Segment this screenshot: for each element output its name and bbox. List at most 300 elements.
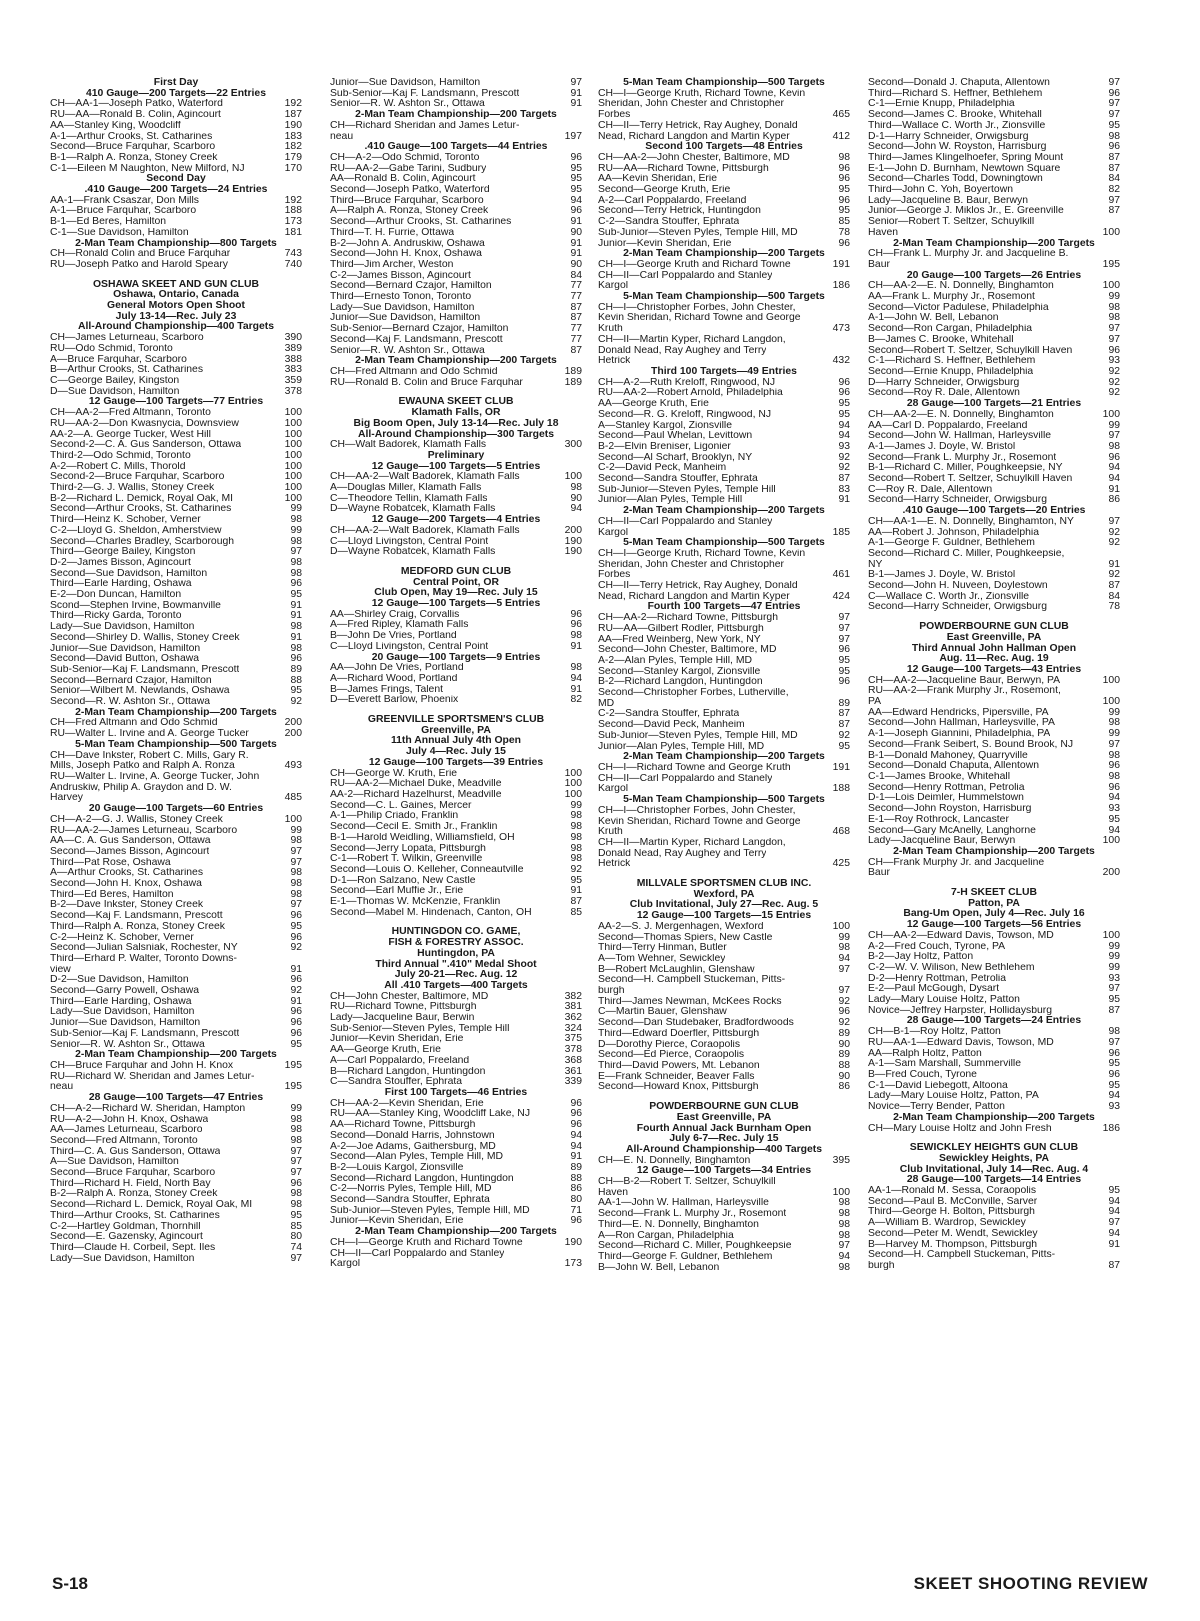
result-score: 378	[284, 385, 302, 397]
event-heading: Sewickley Heights, PA	[938, 1152, 1050, 1164]
result-line	[330, 1045, 582, 1056]
result-score: 89	[838, 697, 850, 709]
result-entrant: Third—George Bailey, Kingston	[50, 547, 196, 558]
result-score: 96	[290, 1006, 302, 1018]
result-entrant: Second—E. Gazensky, Agincourt	[50, 1232, 203, 1243]
result-score: 77	[570, 333, 582, 345]
event-section	[330, 1088, 582, 1227]
result-entrant: RU—Richard W. Sheridan and James Letur-	[50, 1071, 255, 1082]
result-entrant: Third—David Powers, Mt. Lebanon	[598, 1060, 760, 1071]
result-entrant: B-2—John A. Andruskiw, Oshawa	[330, 238, 485, 249]
result-score: 99	[1108, 291, 1120, 303]
result-line	[598, 774, 850, 785]
result-score: 100	[564, 789, 582, 800]
page-number: S-18	[52, 1574, 88, 1593]
result-score: 100	[564, 778, 582, 790]
result-line	[598, 324, 850, 335]
event-heading: Big Boom Open, July 13-14—Rec. July 18	[353, 417, 559, 429]
result-line	[330, 620, 582, 631]
result-score: 381	[564, 1001, 582, 1013]
event-section	[598, 538, 850, 602]
result-line	[868, 686, 1120, 697]
result-line	[598, 922, 850, 933]
event-heading: 12 Gauge—200 Targets—4 Entries	[371, 514, 541, 526]
result-score: 95	[1108, 1058, 1120, 1070]
club-section	[330, 567, 582, 653]
result-line	[50, 333, 302, 344]
result-entrant: CH—AA-2—Walt Badorek, Klamath Falls	[330, 525, 520, 536]
result-entrant: A-1—John W. Bell, Lebanon	[868, 313, 999, 324]
result-entrant: Lady—Sue Davidson, Hamilton	[330, 302, 475, 313]
result-line	[868, 549, 1120, 560]
result-entrant: C-2—W. V. Wilison, New Bethlehem	[868, 962, 1035, 973]
result-entrant: view	[50, 964, 71, 975]
event-section	[598, 78, 850, 142]
result-line	[50, 590, 302, 601]
result-entrant: Donald Nead, Ray Aughey and Terry	[598, 345, 767, 356]
result-line	[598, 731, 850, 742]
result-line	[330, 1238, 582, 1249]
result-line	[50, 1168, 302, 1179]
event-heading: Fourth Annual Jack Burnham Open	[636, 1122, 812, 1134]
result-line	[598, 228, 850, 239]
result-line	[598, 1263, 850, 1274]
event-heading: Third Annual John Hallman Open	[911, 642, 1077, 654]
result-score: 190	[564, 535, 582, 547]
result-score: 100	[1102, 226, 1120, 238]
result-score: 97	[290, 845, 302, 857]
result-entrant: B-1—Donald Mahoney, Quarryville	[868, 750, 1028, 761]
event-heading: Greenville, PA	[421, 724, 491, 736]
result-score: 98	[570, 842, 582, 854]
result-entrant: A—Douglas Miller, Klamath Falls	[330, 483, 482, 494]
result-entrant: B—James Frings, Talent	[330, 684, 443, 695]
result-line	[868, 217, 1120, 228]
result-line	[868, 410, 1120, 421]
result-entrant: Second—Sue Davidson, Hamilton	[50, 568, 208, 579]
result-line	[330, 292, 582, 303]
result-line	[598, 303, 850, 314]
event-heading: 2-Man Team Championship—200 Targets	[355, 355, 557, 367]
result-line	[50, 933, 302, 944]
result-score: 96	[570, 1119, 582, 1131]
result-entrant: CH—AA-2—E. N. Donnelly, Binghamton	[868, 281, 1054, 292]
result-entrant: CH—A-2—Odo Schmid, Toronto	[330, 152, 480, 163]
result-line	[868, 185, 1120, 196]
result-score: 74	[290, 1241, 302, 1253]
result-line	[868, 538, 1120, 549]
result-score: 200	[564, 524, 582, 536]
result-score: 188	[284, 205, 302, 217]
column-4	[868, 78, 1120, 1272]
result-line	[598, 613, 850, 624]
result-line	[868, 89, 1120, 100]
result-score: 98	[570, 810, 582, 822]
result-entrant: Third—Ernesto Tonon, Toronto	[330, 292, 472, 303]
result-score: 94	[570, 194, 582, 206]
result-line	[50, 954, 302, 965]
club-section	[868, 622, 1120, 847]
result-score: 99	[290, 1102, 302, 1114]
result-line	[50, 900, 302, 911]
result-line	[50, 847, 302, 858]
result-line	[330, 1056, 582, 1067]
result-line	[330, 674, 582, 685]
result-entrant: C-1—Richard S. Heffner, Bethlehem	[868, 356, 1036, 367]
result-line	[330, 1099, 582, 1110]
result-line	[50, 644, 302, 655]
result-line	[598, 99, 850, 110]
event-section	[868, 1113, 1120, 1134]
result-entrant: CH—Frank L. Murphy Jr. and Jacqueline B.	[868, 249, 1069, 260]
club-section	[330, 927, 582, 1088]
result-score: 378	[564, 1044, 582, 1056]
result-entrant: Kargol	[598, 784, 629, 795]
result-score: 92	[838, 451, 850, 463]
result-entrant: C-2—Norris Pyles, Temple Hill, MD	[330, 1184, 492, 1195]
result-line	[868, 1261, 1120, 1272]
result-line	[598, 110, 850, 121]
result-line	[50, 451, 302, 462]
result-score: 98	[838, 151, 850, 163]
result-score: 100	[284, 471, 302, 483]
result-entrant: Senior—R. W. Ashton Sr., Ottawa	[330, 99, 485, 110]
result-entrant: CH—James Leturneau, Scarboro	[50, 333, 204, 344]
result-entrant: Lady—Sue Davidson, Hamilton	[50, 1007, 195, 1018]
result-line	[598, 196, 850, 207]
result-entrant: AA—George Kruth, Erie	[598, 399, 709, 410]
result-line	[50, 975, 302, 986]
result-score: 97	[1108, 323, 1120, 335]
result-line	[598, 849, 850, 860]
result-line	[598, 1252, 850, 1263]
event-heading: 28 Gauge—100 Targets—14 Entries	[906, 1174, 1082, 1186]
result-entrant: B-2—Louis Kargol, Zionsville	[330, 1162, 464, 1173]
result-score: 96	[838, 173, 850, 185]
result-line	[330, 886, 582, 897]
result-score: 78	[838, 226, 850, 238]
result-score: 99	[1108, 728, 1120, 740]
result-line	[50, 196, 302, 207]
result-entrant: CH—I—George Kruth, Richard Towne, Kevin	[598, 548, 806, 559]
result-line	[330, 992, 582, 1003]
result-line	[330, 908, 582, 919]
result-entrant: C-2—James Bisson, Agincourt	[330, 270, 471, 281]
result-entrant: Forbes	[598, 110, 631, 121]
result-line	[598, 517, 850, 528]
result-line	[868, 292, 1120, 303]
result-score: 90	[570, 258, 582, 270]
result-score: 97	[290, 1145, 302, 1157]
result-score: 96	[1108, 781, 1120, 793]
result-line	[330, 769, 582, 780]
result-line	[50, 1115, 302, 1126]
result-entrant: Senior—Wilbert M. Newlands, Oshawa	[50, 686, 230, 697]
result-line	[598, 645, 850, 656]
result-entrant: A-1—Sam Marshall, Summerville	[868, 1059, 1022, 1070]
result-score: 425	[832, 858, 850, 870]
result-line	[868, 815, 1120, 826]
result-entrant: Junior—Sue Davidson, Hamilton	[50, 1018, 201, 1029]
result-score: 743	[284, 248, 302, 260]
result-entrant: Kargol	[598, 527, 629, 538]
result-entrant: Third—James Klingelhoefer, Spring Mount	[868, 152, 1064, 163]
result-line	[50, 836, 302, 847]
result-score: 183	[284, 130, 302, 142]
result-entrant: Second—John H. Nuveen, Doylestown	[868, 581, 1048, 592]
result-line	[330, 378, 582, 389]
event-section	[598, 292, 850, 367]
event-heading: Second 100 Targets—48 Entries	[645, 141, 803, 153]
result-entrant: D-1—Ron Salzano, New Castle	[330, 875, 476, 886]
result-line	[598, 1018, 850, 1029]
result-line	[868, 1049, 1120, 1060]
result-line	[868, 761, 1120, 772]
result-line	[50, 890, 302, 901]
result-score: 88	[290, 674, 302, 686]
result-entrant: Sub-Junior—Steven Pyles, Temple Hill, MD	[330, 1205, 530, 1216]
club-name: SEWICKLEY HEIGHTS GUN CLUB	[909, 1142, 1079, 1154]
result-entrant: RU—AA—Richard Towne, Pittsburgh	[598, 163, 769, 174]
result-score: 200	[284, 728, 302, 740]
result-entrant: Second—Arthur Crooks, St. Catharines	[50, 504, 232, 515]
result-entrant: Donald Nead, Ray Aughey and Terry	[598, 848, 767, 859]
result-score: 97	[838, 985, 850, 997]
event-heading: All-Around Championship—300 Targets	[357, 428, 555, 440]
result-line	[868, 485, 1120, 496]
event-heading: 2-Man Team Championship—200 Targets	[623, 248, 825, 260]
result-score: 92	[570, 863, 582, 875]
result-score: 99	[290, 503, 302, 515]
result-entrant: Second—Charles Bradley, Scarborough	[50, 536, 235, 547]
result-score: 97	[290, 899, 302, 911]
result-score: 92	[1108, 537, 1120, 549]
result-score: 98	[290, 835, 302, 847]
event-heading: 12 Gauge—100 Targets—39 Entries	[368, 756, 544, 768]
result-score: 92	[838, 1017, 850, 1029]
result-line	[598, 709, 850, 720]
result-score: 95	[570, 173, 582, 185]
result-entrant: Second—Charles Todd, Downingtown	[868, 174, 1043, 185]
result-entrant: B—Richard Langdon, Huntingdon	[330, 1066, 486, 1077]
result-line	[50, 911, 302, 922]
result-entrant: Third—Claude H. Corbeil, Sept. Iles	[50, 1242, 216, 1253]
result-line	[50, 537, 302, 548]
event-section	[50, 174, 302, 238]
result-score: 91	[290, 995, 302, 1007]
result-entrant: A-1—George F. Guldner, Bethlehem	[868, 538, 1035, 549]
result-line	[598, 817, 850, 828]
result-entrant: Second—Christopher Forbes, Lutherville,	[598, 688, 789, 699]
result-entrant: Third—George H. Bolton, Pittsburgh	[868, 1207, 1035, 1218]
result-line	[868, 206, 1120, 217]
result-entrant: A—William B. Wardrop, Sewickley	[868, 1218, 1026, 1229]
result-line	[330, 1174, 582, 1185]
result-entrant: Second—Thomas Spiers, New Castle	[598, 932, 773, 943]
result-line	[598, 410, 850, 421]
result-line	[868, 164, 1120, 175]
result-line	[598, 1198, 850, 1209]
result-score: 87	[570, 344, 582, 356]
event-section	[868, 506, 1120, 613]
event-heading: 5-Man Team Championship—500 Targets	[623, 794, 825, 806]
result-entrant: E—Frank Schneider, Beaver Falls	[598, 1071, 755, 1082]
club-section	[330, 715, 582, 918]
result-entrant: B-2—Dave Inkster, Stoney Creek	[50, 900, 204, 911]
result-score: 84	[570, 269, 582, 281]
result-score: 89	[290, 663, 302, 675]
result-entrant: CH—I—Christopher Forbes, John Chester,	[598, 805, 796, 816]
result-score: 97	[1108, 1036, 1120, 1048]
result-line	[50, 1243, 302, 1254]
result-score: 97	[838, 622, 850, 634]
result-entrant: A—Ralph A. Ronza, Stoney Creek	[330, 206, 489, 217]
result-entrant: B-2—Richard L. Demick, Royal Oak, MI	[50, 493, 234, 504]
result-entrant: AA—James Leturneau, Scarboro	[50, 1125, 203, 1136]
result-score: 95	[1108, 1079, 1120, 1091]
result-line	[50, 1222, 302, 1233]
result-entrant: B-2—Ralph A. Ronza, Stoney Creek	[50, 1189, 218, 1200]
result-score: 98	[290, 1199, 302, 1211]
result-score: 98	[290, 878, 302, 890]
result-line	[868, 313, 1120, 324]
result-entrant: Second—Fred Altmann, Toronto	[50, 1135, 198, 1146]
result-score: 87	[1108, 1259, 1120, 1271]
event-heading: All-Around Championship—400 Targets	[625, 1143, 823, 1155]
result-score: 78	[1108, 601, 1120, 613]
result-entrant: Sheridan, John Chester and Christopher	[598, 559, 784, 570]
result-score: 92	[838, 462, 850, 474]
result-score: 95	[290, 589, 302, 601]
result-score: 91	[570, 885, 582, 897]
result-score: 91	[570, 87, 582, 99]
result-line	[330, 790, 582, 801]
result-entrant: Novice—Jeffrey Harpster, Hollidaysburg	[868, 1005, 1053, 1016]
result-line	[50, 430, 302, 441]
result-line	[598, 933, 850, 944]
result-entrant: PA	[868, 697, 882, 708]
result-entrant: Second—Henry Rottman, Petrolia	[868, 782, 1025, 793]
result-line	[50, 997, 302, 1008]
result-score: 95	[838, 408, 850, 420]
result-entrant: MD	[598, 698, 615, 709]
result-line	[868, 793, 1120, 804]
result-entrant: AA—Carl D. Poppalardo, Freeland	[868, 420, 1028, 431]
result-entrant: E-1—Thomas W. McKenzie, Franklin	[330, 897, 501, 908]
result-score: 95	[570, 874, 582, 886]
result-score: 389	[284, 342, 302, 354]
result-score: 188	[832, 783, 850, 795]
result-score: 91	[570, 683, 582, 695]
result-entrant: CH—Walt Badorek, Klamath Falls	[330, 440, 487, 451]
result-score: 94	[570, 672, 582, 684]
result-score: 100	[284, 460, 302, 472]
event-heading: Patton, PA	[968, 897, 1020, 909]
result-entrant: neau	[330, 131, 354, 142]
result-entrant: Second—Kaj F. Landsmann, Prescott	[50, 911, 223, 922]
result-line	[598, 164, 850, 175]
result-line	[598, 378, 850, 389]
result-line	[868, 1091, 1120, 1102]
result-entrant: Andruskiw, Philip A. Graydon and D. W.	[50, 782, 232, 793]
event-section	[50, 1093, 302, 1264]
result-entrant: CH—II—Carl Poppalardo and Stanley	[330, 1248, 505, 1259]
club-name: MEDFORD GUN CLUB	[400, 565, 512, 577]
result-entrant: Second—Sandra Stouffer, Ephrata	[598, 474, 758, 485]
result-line	[598, 185, 850, 196]
result-entrant: Second—Joseph Patko, Waterford	[330, 185, 490, 196]
result-score: 97	[1108, 194, 1120, 206]
result-score: 91	[1108, 1238, 1120, 1250]
event-heading: 28 Gauge—100 Targets—24 Entries	[906, 1015, 1082, 1027]
result-line	[330, 121, 582, 132]
result-score: 91	[570, 216, 582, 228]
event-section	[598, 506, 850, 538]
result-line	[598, 1188, 850, 1199]
result-line	[868, 740, 1120, 751]
result-entrant: A-1—Philip Criado, Franklin	[330, 811, 459, 822]
result-line	[330, 801, 582, 812]
result-line	[868, 249, 1120, 260]
result-entrant: Junior—Sue Davidson, Hamilton	[330, 78, 481, 88]
result-entrant: AA—Robert J. Johnson, Philadelphia	[868, 527, 1039, 538]
result-score: 98	[1108, 771, 1120, 782]
result-line	[868, 1250, 1120, 1261]
result-score: 189	[564, 365, 582, 377]
event-heading: 2-Man Team Championship—200 Targets	[623, 505, 825, 517]
result-entrant: Lady—Sue Davidson, Hamilton	[50, 622, 195, 633]
result-score: 94	[570, 1140, 582, 1152]
result-score: 83	[838, 483, 850, 495]
result-entrant: Junior—George J. Miklos Jr., E. Greenville	[868, 206, 1064, 217]
result-entrant: D-2—James Bisson, Agincourt	[50, 557, 191, 568]
result-line	[50, 206, 302, 217]
result-entrant: Second—Bruce Farquhar, Scarboro	[50, 142, 216, 153]
result-entrant: E-1—Roy Rothrock, Lancaster	[868, 814, 1009, 825]
result-line	[50, 1018, 302, 1029]
result-entrant: C—Lloyd Livingston, Central Point	[330, 536, 489, 547]
result-score: 359	[284, 374, 302, 386]
result-line	[330, 281, 582, 292]
result-score: 80	[290, 1231, 302, 1243]
result-score: 339	[564, 1076, 582, 1088]
result-score: 97	[838, 1240, 850, 1252]
result-line	[598, 570, 850, 581]
result-entrant: CH—I—Christopher Forbes, John Chester,	[598, 302, 796, 313]
result-entrant: CH—I—George Kruth, Richard Towne, Kevin	[598, 88, 806, 99]
result-line	[330, 174, 582, 185]
result-line	[868, 718, 1120, 729]
result-entrant: RU—AA-2—James Leturneau, Scarboro	[50, 825, 238, 836]
result-entrant: B—John De Vries, Portland	[330, 631, 457, 642]
result-line	[598, 699, 850, 710]
result-line	[50, 826, 302, 837]
result-entrant: AA-1—Ronald M. Sessa, Coraopolis	[868, 1186, 1037, 1197]
result-score: 96	[290, 974, 302, 986]
event-section	[50, 708, 302, 740]
result-entrant: CH—AA-1—Joseph Patko, Waterford	[50, 99, 223, 110]
result-entrant: AA—Edward Hendricks, Pipersville, PA	[868, 707, 1049, 718]
result-entrant: Junior—Sue Davidson, Hamilton	[330, 313, 481, 324]
result-entrant: C-1—Robert T. Wilkin, Greenville	[330, 854, 483, 865]
result-line	[330, 547, 582, 558]
club-section	[868, 1143, 1120, 1271]
result-entrant: RU—Richard Towne, Pittsburgh	[330, 1002, 477, 1013]
result-score: 493	[284, 760, 302, 772]
result-entrant: Second—Julian Salsniak, Rochester, NY	[50, 943, 238, 954]
result-entrant: RU—AA-2—Robert Arnold, Philadelphia	[598, 388, 783, 399]
result-line	[330, 833, 582, 844]
